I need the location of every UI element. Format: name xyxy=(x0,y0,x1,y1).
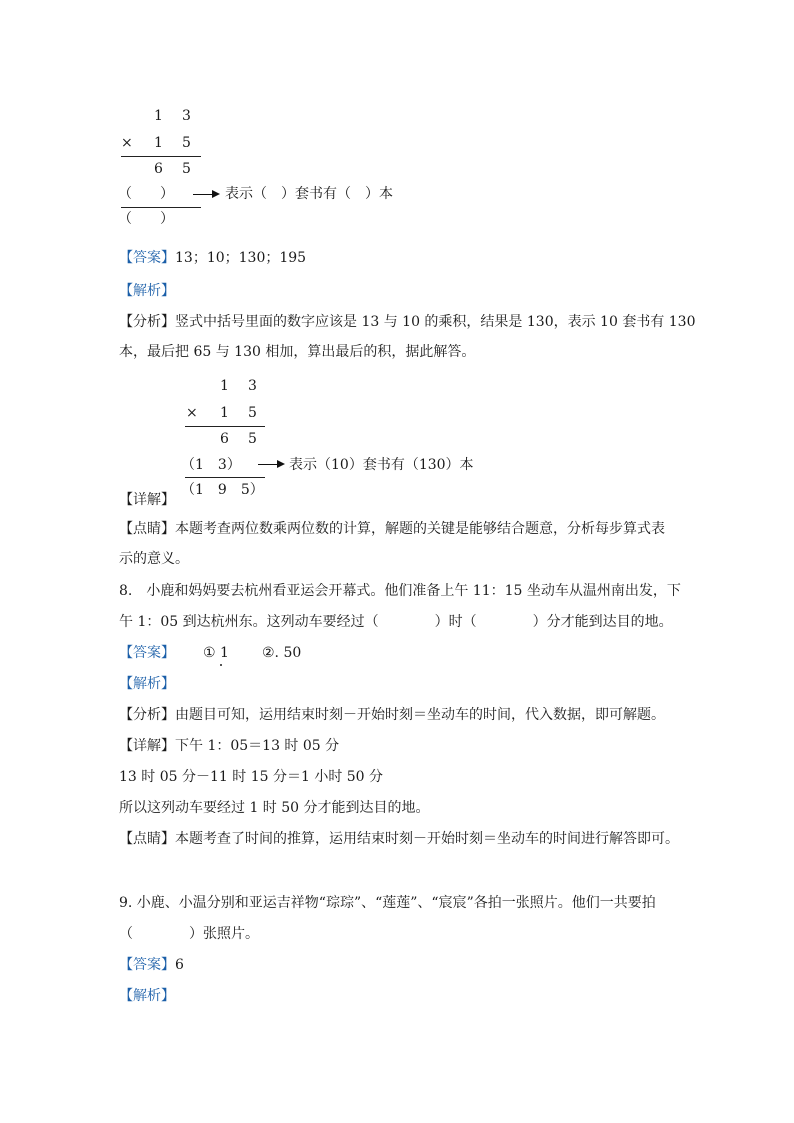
xiangjie-step: 13 时 05 分－11 时 15 分＝1 小时 50 分 xyxy=(119,769,384,785)
digit: 1 xyxy=(220,378,229,394)
dianjing-line xyxy=(119,519,665,539)
xiangjie-line xyxy=(119,736,339,756)
fenxi-tag: 【分析】 xyxy=(119,314,175,330)
xiangjie-text: 下午 1：05＝13 时 05 分 xyxy=(175,738,340,754)
xiangjie-step: 所以这列动车要经过 1 时 50 分才能到达目的地。 xyxy=(119,800,430,816)
question-9-line1: 9. 小鹿、小温分别和亚运吉祥物“琮琮”、“莲莲”、“宸宸”各拍一张照片。他们一共要拍 xyxy=(119,895,656,911)
jiexi-tag: 【解析】 xyxy=(119,988,175,1004)
answer-tag: 【答案】 xyxy=(119,957,175,973)
xiangjie-tag: 【详解】 xyxy=(119,492,175,508)
calc-rule xyxy=(185,477,265,478)
jiexi-tag: 【解析】 xyxy=(119,676,175,692)
xiangjie-tag: 【详解】 xyxy=(119,738,175,754)
digit: 6 xyxy=(220,431,229,447)
jiexi-line xyxy=(119,986,175,1006)
fenxi-tag: 【分析】 xyxy=(119,707,175,723)
calc-rule xyxy=(121,156,201,157)
answer-line xyxy=(119,248,306,268)
dianjing-tag: 【点睛】 xyxy=(119,521,175,537)
digit: 1 xyxy=(154,135,163,151)
fenxi-line xyxy=(119,705,665,725)
answer-text: 6 xyxy=(175,957,184,973)
answer-tag: 【答案】 xyxy=(119,250,175,266)
dianjing-text: 本题考查两位数乘两位数的计算，解题的关键是能够结合题意，分析每步算式表 xyxy=(175,521,665,537)
fenxi-text: 由题目可知，运用结束时刻－开始时刻＝坐动车的时间，代入数据，即可解题。 xyxy=(175,707,665,723)
xiangjie-line xyxy=(119,490,175,510)
fenxi-text: 竖式中括号里面的数字应该是 13 与 10 的乘积，结果是 130，表示 10 套书有 130 xyxy=(175,314,696,330)
answer-line xyxy=(119,955,184,975)
fenxi-line xyxy=(119,312,696,332)
digit: 1 xyxy=(154,108,163,124)
answer-text: 13；10；130；195 xyxy=(175,250,307,266)
dianjing-text-cont: 示的意义。 xyxy=(119,551,189,567)
jiexi-line xyxy=(119,281,175,301)
question-9-line2: （ ）张照片。 xyxy=(119,926,259,942)
answer-line xyxy=(119,643,175,663)
arrow-right-icon xyxy=(258,464,278,465)
calc-description: 表示（10）套书有（130）本 xyxy=(289,457,474,473)
calc-description: 表示（ ）套书有（ ）本 xyxy=(225,186,393,202)
jiexi-line xyxy=(119,674,175,694)
question-8-line1: 8. 小鹿和妈妈要去杭州看亚运会开幕式。他们准备上午 11：15 坐动车从温州南出发，下 xyxy=(119,583,681,599)
answer-item-1: ① 1 xyxy=(203,645,229,661)
answer-tag: 【答案】 xyxy=(119,645,175,661)
digit: 5 xyxy=(182,135,191,151)
arrow-right-icon xyxy=(193,194,213,195)
digit: 5 xyxy=(248,405,257,421)
digit: 5 xyxy=(248,431,257,447)
mark-dot xyxy=(220,664,222,666)
filled-product: （1 9 5） xyxy=(181,482,264,498)
answer-item-2: ②. 50 xyxy=(262,645,302,661)
blank-partial: （ ） xyxy=(118,186,174,202)
jiexi-tag: 【解析】 xyxy=(119,283,175,299)
calc-rule xyxy=(185,426,265,427)
times-sign: × xyxy=(186,405,198,421)
digit: 3 xyxy=(182,108,191,124)
digit: 1 xyxy=(220,405,229,421)
filled-partial: （1 3） xyxy=(181,457,241,473)
digit: 3 xyxy=(248,378,257,394)
calc-rule xyxy=(121,207,201,208)
question-8-line2: 午 1：05 到达杭州东。这列动车要经过（ ）时（ ）分才能到达目的地。 xyxy=(119,614,673,630)
blank-product: （ ） xyxy=(118,211,174,227)
times-sign: × xyxy=(121,135,133,151)
digit: 5 xyxy=(182,161,191,177)
digit: 6 xyxy=(154,161,163,177)
dianjing-line xyxy=(119,829,679,849)
dianjing-tag: 【点睛】 xyxy=(119,831,175,847)
dianjing-text: 本题考查了时间的推算，运用结束时刻－开始时刻＝坐动车的时间进行解答即可。 xyxy=(175,831,679,847)
fenxi-text-cont: 本，最后把 65 与 130 相加，算出最后的积，据此解答。 xyxy=(119,344,476,360)
